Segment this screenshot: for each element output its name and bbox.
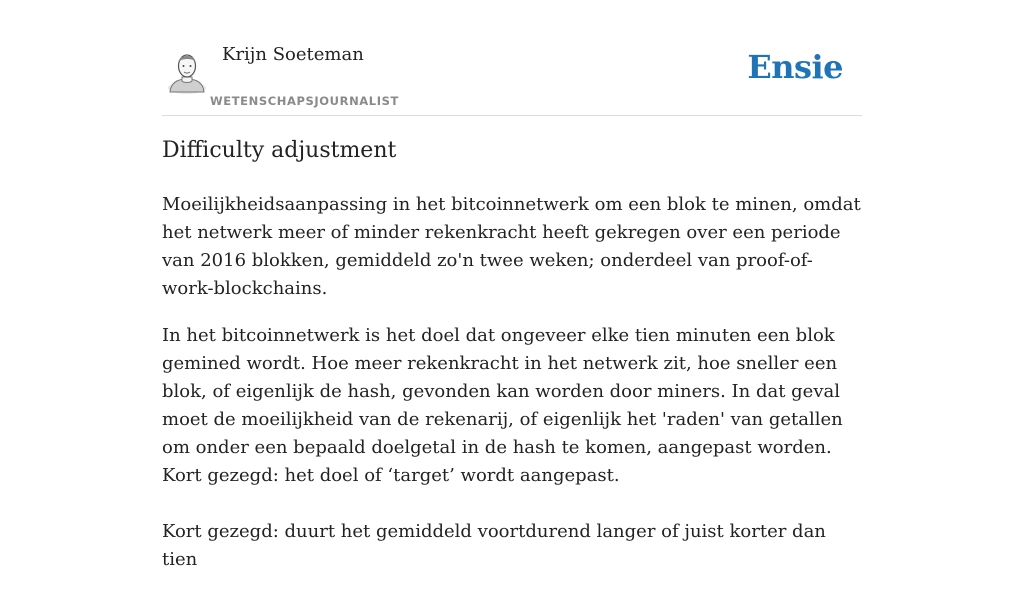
article-container: [162, 0, 862, 570]
avatar-portrait-icon: [166, 48, 208, 92]
brand-logo[interactable]: Ensie: [747, 48, 843, 86]
author-header: [162, 0, 862, 116]
definition-paragraph: Moeilijkheidsaanpassing in het bitcoinnetwerk om een blok te minen, omdat het netwerk meer of minder rekenkracht heeft gekregen over een periode van 2016 blokken, gemiddeld zo'n twee weken; onderdeel van proof-of-work-blockchains.: [162, 194, 861, 299]
entry-body: [162, 191, 862, 593]
author-name[interactable]: Krijn Soeteman: [222, 44, 364, 65]
entry-title: Difficulty adjustment: [162, 138, 397, 163]
author-role: WETENSCHAPSJOURNALIST: [210, 94, 399, 108]
author-avatar[interactable]: [166, 48, 208, 92]
summary-paragraph: Kort gezegd: duurt het gemiddeld voortdurend langer of juist korter dan tien: [162, 521, 826, 570]
explanation-paragraph: In het bitcoinnetwerk is het doel dat ongeveer elke tien minuten een blok gemined wordt. Hoe meer rekenkracht in het netwerk zit, hoe sneller een blok, of eigenlijk de hash, gevonden kan worden door miners. In dat geval moet de moeilijkheid van de rekenarij, of eigenlijk het 'raden' van getallen om onder een bepaald doelgetal in de hash te komen, aangepast worden. Kort gezegd: het doel of ‘target’ wordt aangepast.: [162, 325, 843, 486]
